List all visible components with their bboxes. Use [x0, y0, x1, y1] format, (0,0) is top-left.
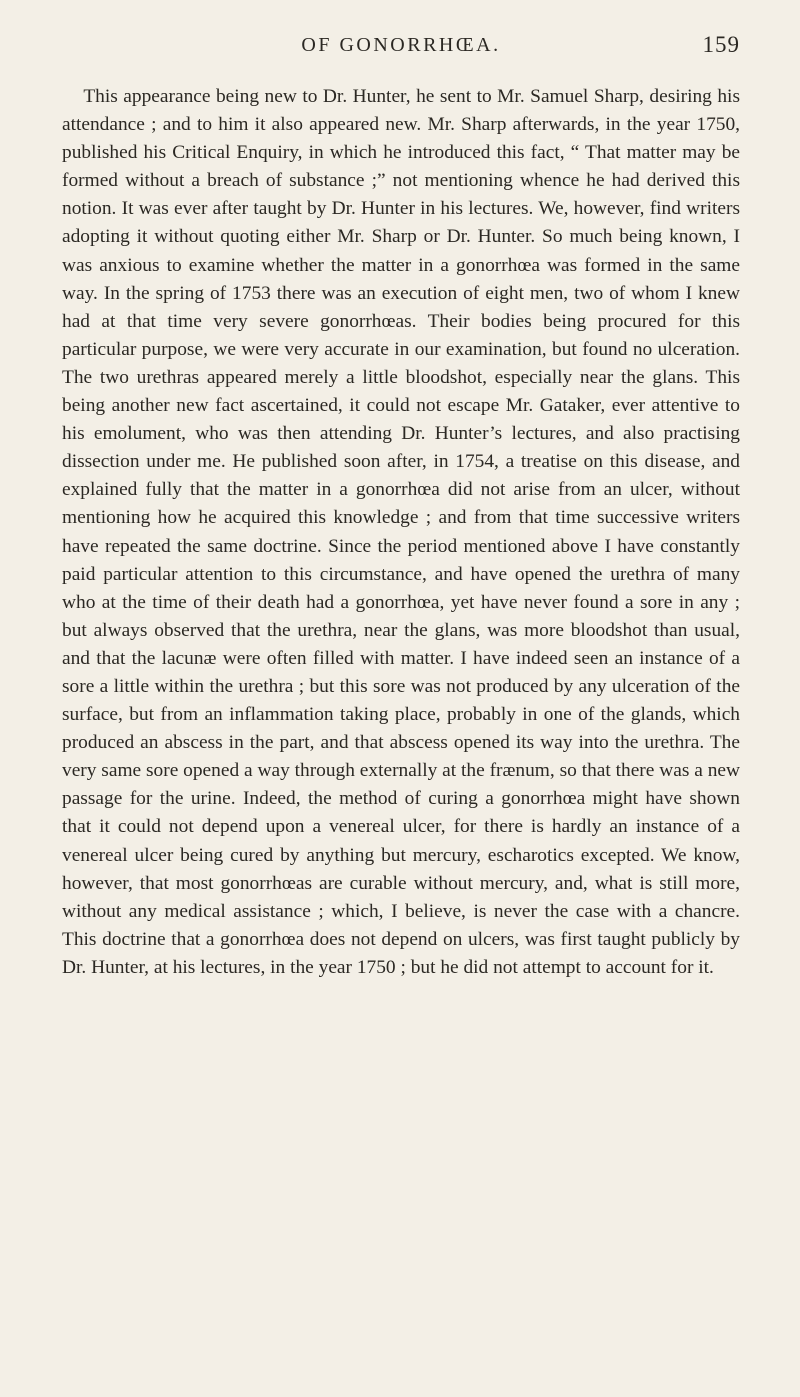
running-head [62, 34, 740, 64]
body-paragraph: This appearance being new to Dr. Hunter, he sent to Mr. Samuel Sharp, desiring his attendance ; and to him it also appeared new. Mr. Sharp afterwards, in the year 1750, published his Critical Enquiry, in which he introduced this fact, “ That matter may be formed without a breach of substance ;” not mentioning whence he had derived this notion. It was ever after taught by Dr. Hunter in his lectures. We, however, find writers adopting it without quoting either Mr. Sharp or Dr. Hunter. So much being known, I was anxious to examine whether the matter in a gonorrhœa was formed in the same way. In the spring of 1753 there was an execution of eight men, two of whom I knew had at that time very severe gonorrhœas. Their bodies being procured for this particular purpose, we were very accurate in our examination, but found no ulceration. The two urethras appeared merely a little bloodshot, especially near the glans. This being another new fact ascertained, it could not escape Mr. Gataker, ever attentive to his emolument, who was then attending Dr. Hunter’s lectures, and also practising dissection under me. He published soon after, in 1754, a treatise on this disease, and explained fully that the matter in a gonorrhœa did not arise from an ulcer, without mentioning how he acquired this knowledge ; and from that time successive writers have repeated the same doctrine. Since the period mentioned above I have constantly paid particular attention to this circumstance, and have opened the urethra of many who at the time of their death had a gonorrhœa, yet have never found a sore in any ; but always observed that the urethra, near the glans, was more bloodshot than usual, and that the lacunæ were often filled with matter. I have indeed seen an instance of a sore a little within the urethra ; but this sore was not produced by any ulceration of the surface, but from an inflammation taking place, probably in one of the glands, which produced an abscess in the part, and that abscess opened its way into the urethra. The very same sore opened a way through externally at the frænum, so that there was a new passage for the urine. Indeed, the method of curing a gonorrhœa might have shown that it could not depend upon a venereal ulcer, for there is hardly an instance of a venereal ulcer being cured by anything but mercury, escharotics excepted. We know, however, that most gonorrhœas are curable without mercury, and, what is still more, without any medical assistance ; which, I believe, is never the case with a chancre. This doctrine that a gonorrhœa does not depend on ulcers, was first taught publicly by Dr. Hunter, at his lectures, in the year 1750 ; but he did not attempt to account for it. [62, 86, 740, 978]
page-number: 159 [702, 32, 740, 57]
running-title: OF GONORRHŒA. [301, 34, 501, 56]
